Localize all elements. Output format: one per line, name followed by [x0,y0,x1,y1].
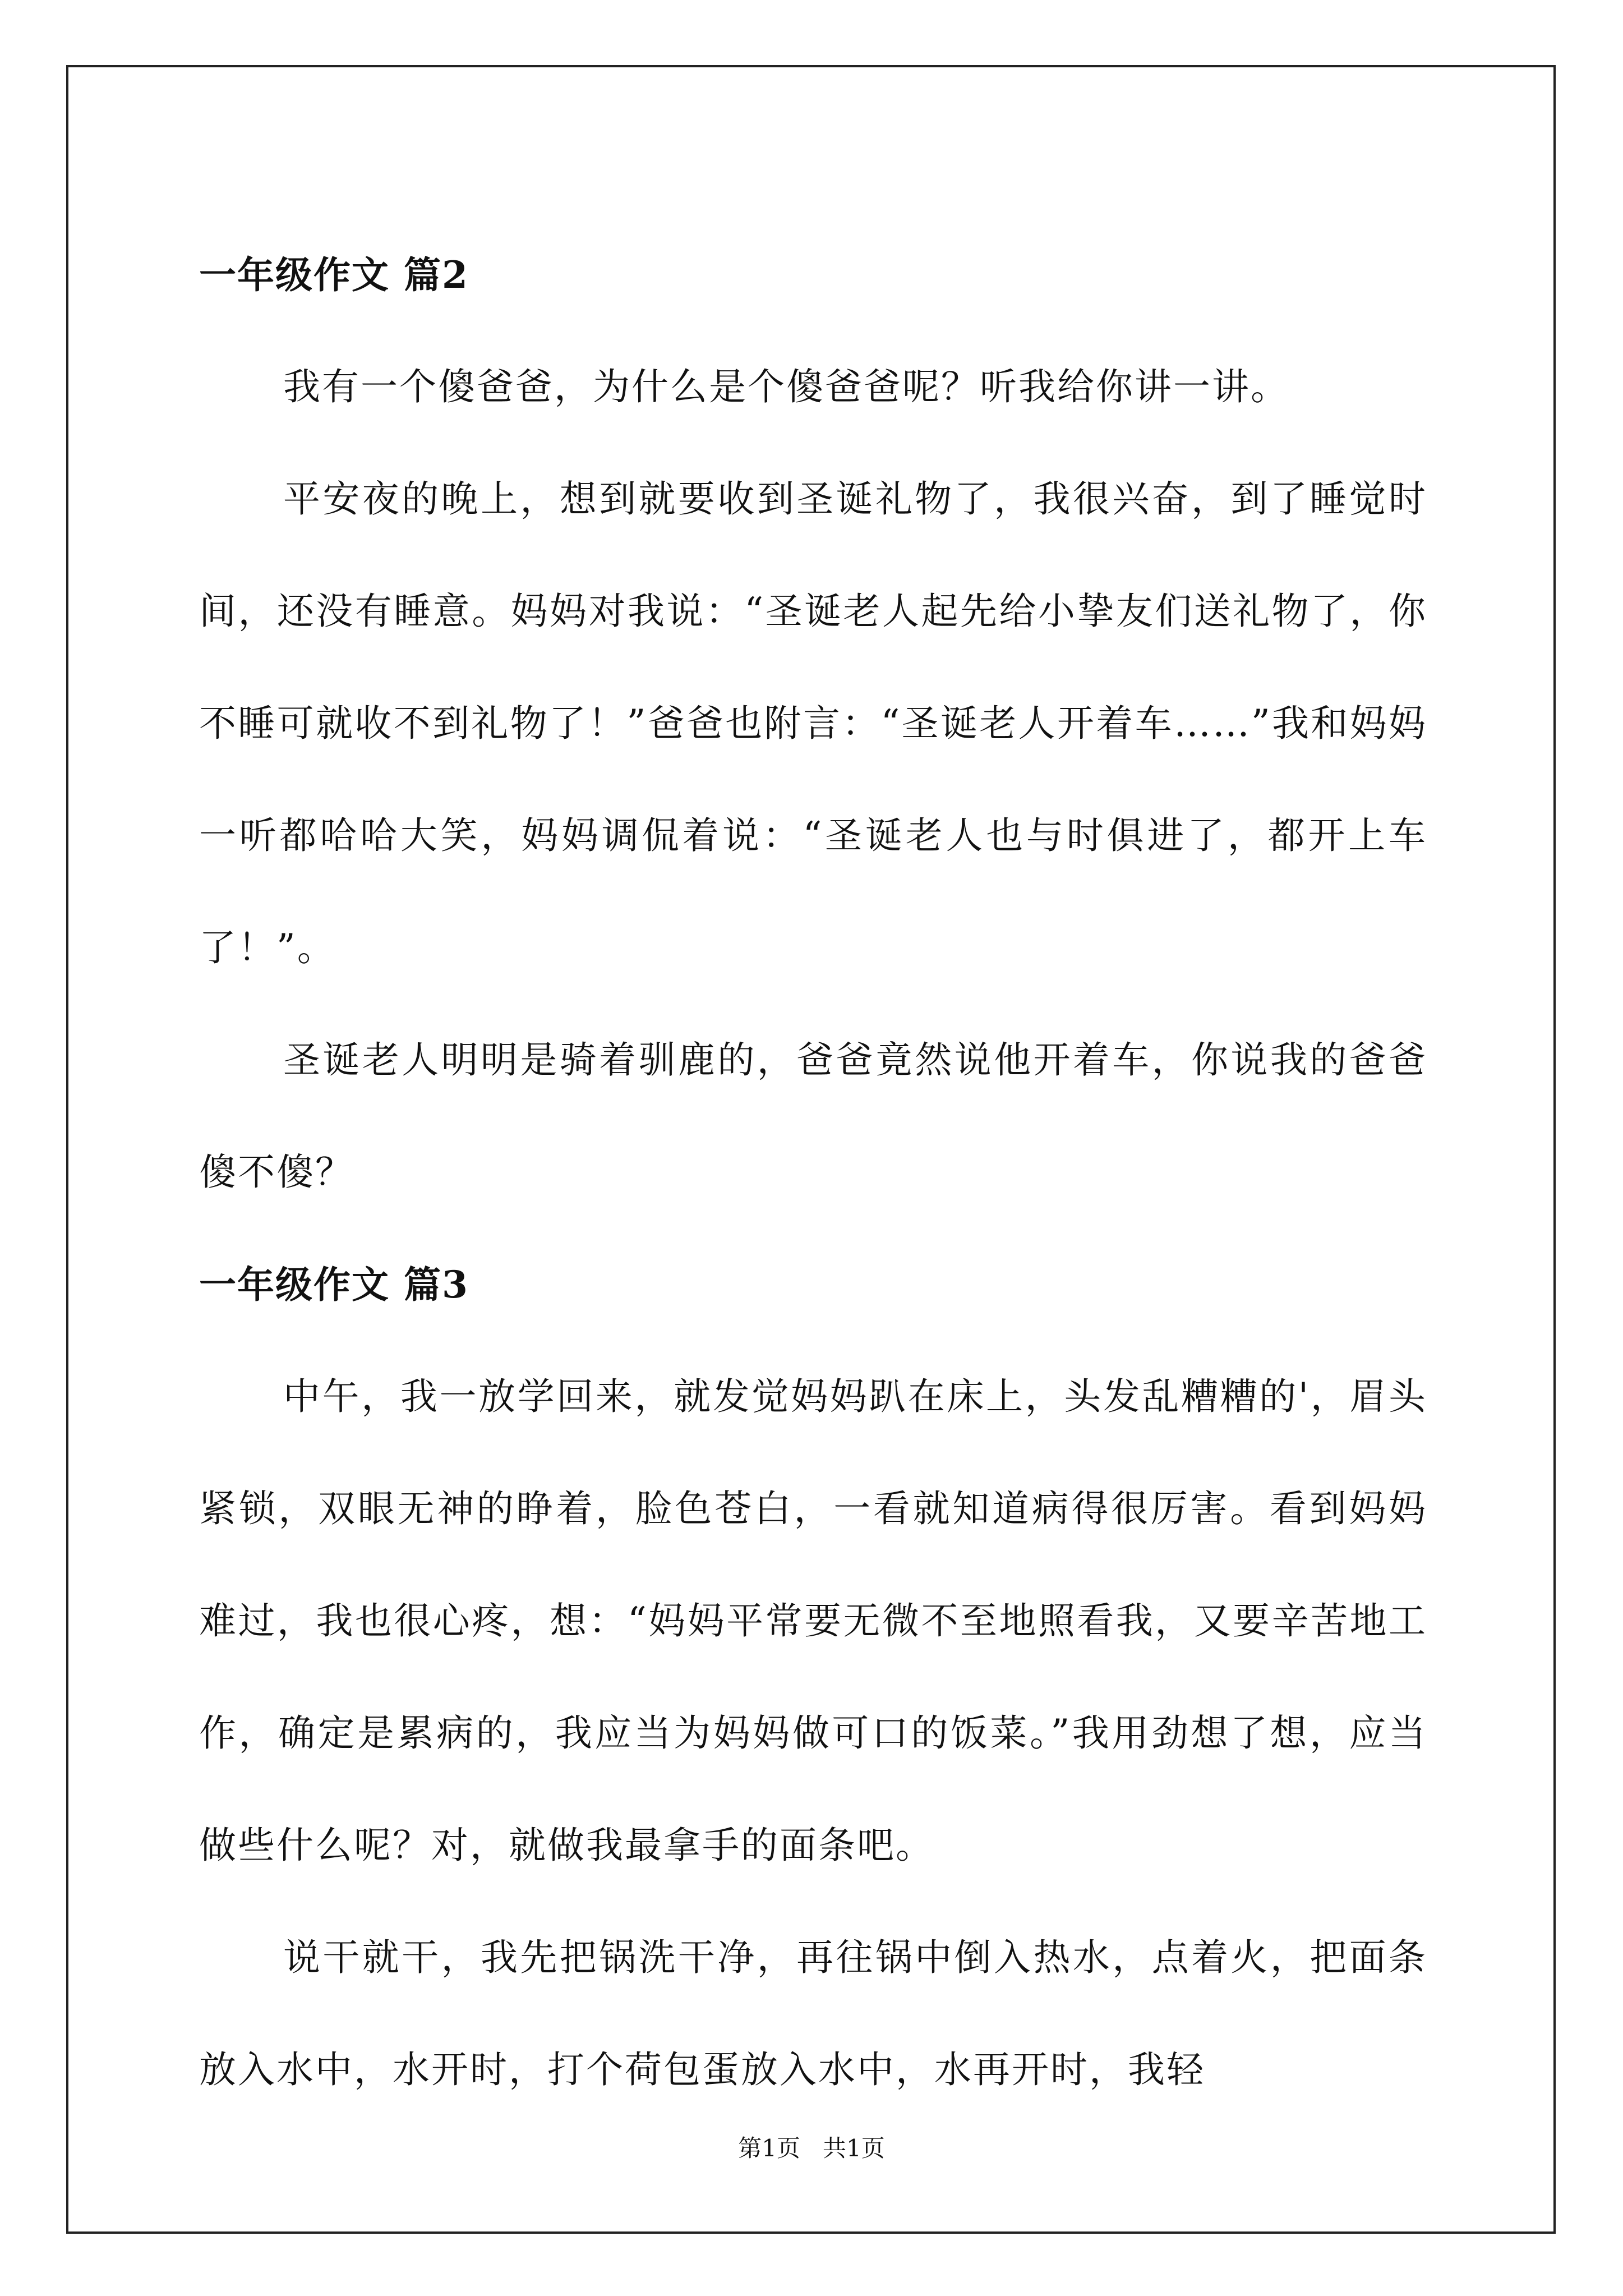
page-footer [0,2132,1623,2165]
paragraph: 说干就干，我先把锅洗干净，再往锅中倒入热水，点着火，把面条放入水中，水开时，打个荷包蛋放入水中，水再开时，我轻 [199,1936,1427,2091]
paragraph: 圣诞老人明明是骑着驯鹿的，爸爸竟然说他开着车，你说我的爸爸傻不傻？ [199,1038,1427,1194]
paragraph: 中午，我一放学回来，就发觉妈妈趴在床上，头发乱糟糟的'，眉头紧锁，双眼无神的睁着，脸色苍白，一看就知道病得很厉害。看到妈妈难过，我也很心疼，想：“妈妈平常要无微不至地照看我，又要辛苦地工作，确定是累病的，我应当为妈妈做可口的饭菜。”我用劲想了想，应当做些什么呢？对，就做我最拿手的面条吧。 [199,1375,1427,1867]
section-heading: 一年级作文 篇3 [199,1263,469,1306]
document-body [199,219,1427,2126]
page-total: 共1页 [823,2134,885,2162]
paragraph: 我有一个傻爸爸，为什么是个傻爸爸呢？听我给你讲一讲。 [283,365,1289,408]
section-heading: 一年级作文 篇2 [199,253,469,297]
page-number: 第1页 [738,2134,800,2162]
paragraph: 平安夜的晚上，想到就要收到圣诞礼物了，我很兴奋，到了睡觉时间，还没有睡意。妈妈对我说：“圣诞老人起先给小挚友们送礼物了，你不睡可就收不到礼物了！”爸爸也附言：“圣诞老人开着车……”我和妈妈一听都哈哈大笑，妈妈调侃着说：“圣诞老人也与时俱进了，都开上车了！”。 [199,477,1427,969]
